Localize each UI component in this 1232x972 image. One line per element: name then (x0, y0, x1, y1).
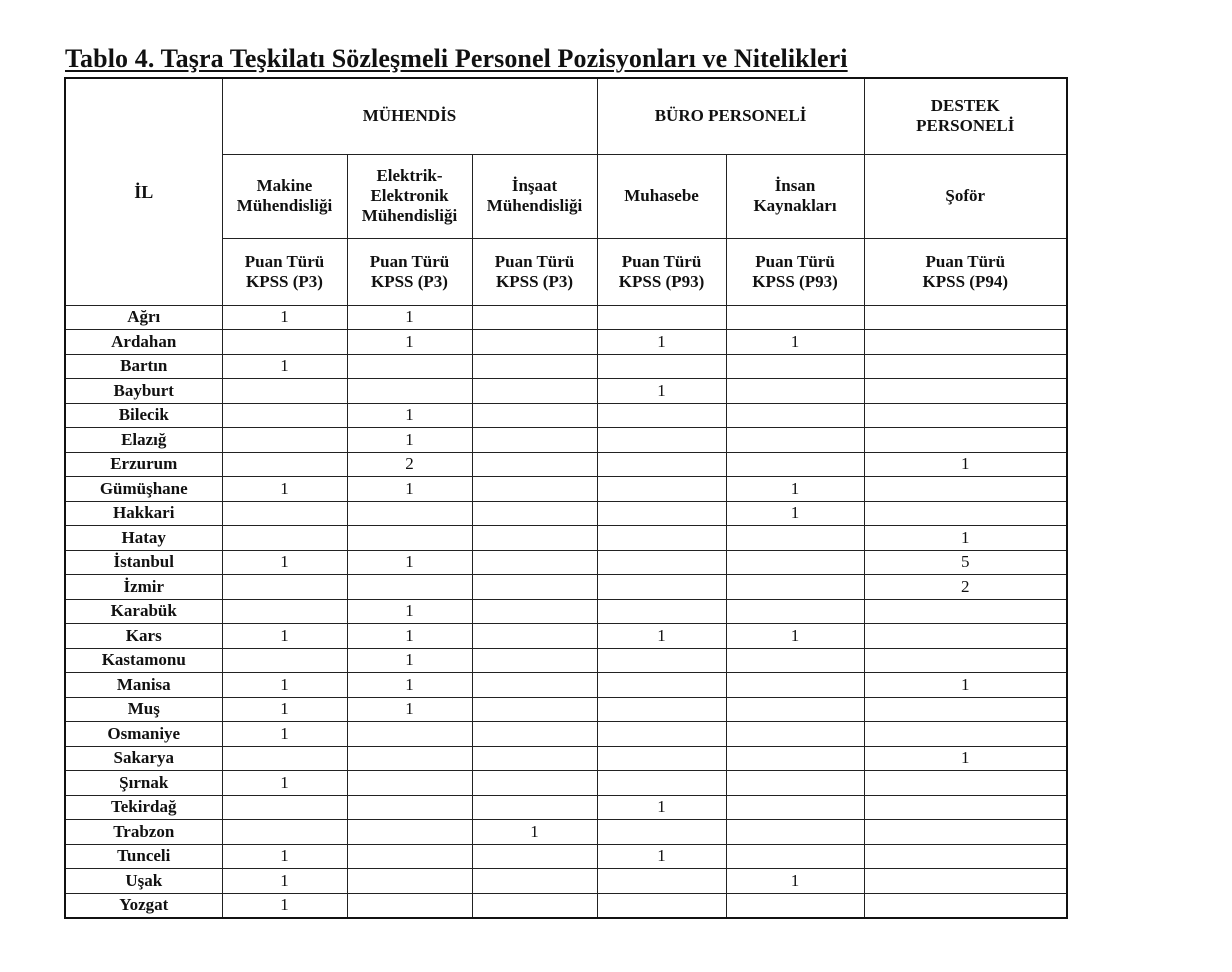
table-row (65, 526, 1067, 551)
sofor-cell: 1 (864, 746, 1067, 771)
insan-cell (726, 599, 864, 624)
city-cell: Osmaniye (65, 722, 222, 747)
muhasebe-cell: 1 (597, 330, 726, 355)
sofor-cell (864, 697, 1067, 722)
muhasebe-cell (597, 305, 726, 330)
insan-cell: 1 (726, 477, 864, 502)
insan-line1: İnsan (774, 176, 816, 195)
insaat-cell (472, 501, 597, 526)
table-row (65, 844, 1067, 869)
puan-label: Puan Türü (494, 251, 575, 271)
city-cell: Sakarya (65, 746, 222, 771)
puan-muhasebe (597, 238, 726, 305)
muhasebe-header: Muhasebe (597, 154, 726, 238)
makine-cell: 1 (222, 844, 347, 869)
insaat-cell (472, 893, 597, 918)
makine-cell (222, 403, 347, 428)
elektrik-cell: 1 (347, 550, 472, 575)
elektrik-cell (347, 575, 472, 600)
puan-label: Puan Türü (369, 251, 450, 271)
table-row (65, 771, 1067, 796)
makine-line2: Mühendisliği (236, 196, 333, 215)
muhasebe-cell (597, 673, 726, 698)
elektrik-cell (347, 746, 472, 771)
elektrik-cell (347, 820, 472, 845)
makine-cell: 1 (222, 624, 347, 649)
muhasebe-cell (597, 599, 726, 624)
puan-code: KPSS (P94) (922, 271, 1008, 291)
city-cell: Gümüşhane (65, 477, 222, 502)
insan-cell (726, 673, 864, 698)
muhasebe-cell (597, 477, 726, 502)
elektrik-cell (347, 795, 472, 820)
sofor-cell (864, 722, 1067, 747)
insan-cell (726, 722, 864, 747)
muhasebe-cell (597, 428, 726, 453)
elektrik-cell (347, 771, 472, 796)
sofor-cell (864, 820, 1067, 845)
insaat-cell (472, 722, 597, 747)
table-row (65, 452, 1067, 477)
elektrik-cell: 1 (347, 477, 472, 502)
makine-cell: 1 (222, 697, 347, 722)
puan-label: Puan Türü (925, 251, 1006, 271)
insaat-cell (472, 624, 597, 649)
city-cell: Uşak (65, 869, 222, 894)
sofor-cell (864, 893, 1067, 918)
elektrik-cell: 1 (347, 428, 472, 453)
elektrik-cell: 1 (347, 305, 472, 330)
table-row (65, 403, 1067, 428)
insaat-cell (472, 599, 597, 624)
muhasebe-cell (597, 893, 726, 918)
insan-cell: 1 (726, 330, 864, 355)
city-cell: Muş (65, 697, 222, 722)
city-cell: Bilecik (65, 403, 222, 428)
city-cell: Hatay (65, 526, 222, 551)
sofor-cell (864, 428, 1067, 453)
puan-code: KPSS (P3) (246, 271, 323, 291)
insaat-cell (472, 673, 597, 698)
city-cell: Bartın (65, 354, 222, 379)
puan-insaat (472, 238, 597, 305)
sofor-cell (864, 599, 1067, 624)
muhendis-group-header: MÜHENDİS (222, 78, 597, 154)
makine-cell (222, 746, 347, 771)
muhasebe-cell (597, 648, 726, 673)
muhasebe-cell: 1 (597, 379, 726, 404)
makine-cell (222, 575, 347, 600)
makine-cell: 1 (222, 722, 347, 747)
insaat-cell (472, 403, 597, 428)
insaat-cell (472, 844, 597, 869)
insan-cell (726, 575, 864, 600)
insaat-cell (472, 354, 597, 379)
insan-cell: 1 (726, 869, 864, 894)
puan-makine (222, 238, 347, 305)
insaat-cell (472, 795, 597, 820)
muhasebe-cell (597, 746, 726, 771)
puan-code: KPSS (P93) (618, 271, 705, 291)
elektrik-cell: 1 (347, 330, 472, 355)
puan-label: Puan Türü (621, 251, 702, 271)
elektrik-cell: 1 (347, 624, 472, 649)
makine-cell: 1 (222, 893, 347, 918)
table-row (65, 501, 1067, 526)
muhasebe-cell (597, 526, 726, 551)
makine-cell (222, 501, 347, 526)
puan-insan (726, 238, 864, 305)
insan-cell (726, 771, 864, 796)
insan-cell (726, 893, 864, 918)
elektrik-cell (347, 893, 472, 918)
muhasebe-cell (597, 501, 726, 526)
insaat-cell (472, 330, 597, 355)
makine-cell: 1 (222, 869, 347, 894)
destek-line2: PERSONELİ (916, 116, 1015, 136)
table-title: Tablo 4. Taşra Teşkilatı Sözleşmeli Personel Pozisyonları ve Nitelikleri (65, 44, 848, 73)
makine-cell: 1 (222, 771, 347, 796)
muhasebe-cell (597, 403, 726, 428)
sofor-cell (864, 403, 1067, 428)
city-cell: Yozgat (65, 893, 222, 918)
insaat-cell (472, 526, 597, 551)
insan-cell (726, 428, 864, 453)
makine-line1: Makine (256, 176, 313, 195)
table-row (65, 624, 1067, 649)
table-row (65, 795, 1067, 820)
makine-cell (222, 379, 347, 404)
sofor-cell (864, 379, 1067, 404)
table-row (65, 477, 1067, 502)
city-cell: Kastamonu (65, 648, 222, 673)
destek-group-header (864, 78, 1067, 154)
elektrik-cell (347, 722, 472, 747)
elektrik-line2: Elektronik (370, 186, 449, 205)
puan-label: Puan Türü (755, 251, 835, 271)
elektrik-cell (347, 869, 472, 894)
makine-cell (222, 526, 347, 551)
muhasebe-cell: 1 (597, 624, 726, 649)
sofor-cell (864, 501, 1067, 526)
city-cell: Ağrı (65, 305, 222, 330)
table-row (65, 697, 1067, 722)
sofor-header: Şoför (864, 154, 1067, 238)
muhasebe-cell (597, 354, 726, 379)
muhasebe-cell: 1 (597, 844, 726, 869)
insan-cell (726, 746, 864, 771)
table-row (65, 428, 1067, 453)
insaat-cell (472, 648, 597, 673)
insan-cell: 1 (726, 501, 864, 526)
buro-group-header: BÜRO PERSONELİ (597, 78, 864, 154)
city-cell: Manisa (65, 673, 222, 698)
city-cell: Elazığ (65, 428, 222, 453)
elektrik-cell (347, 501, 472, 526)
elektrik-cell: 1 (347, 599, 472, 624)
elektrik-cell (347, 354, 472, 379)
il-header: İL (65, 78, 222, 305)
city-cell: Ardahan (65, 330, 222, 355)
puan-sofor (864, 238, 1067, 305)
makine-cell (222, 820, 347, 845)
table-row (65, 869, 1067, 894)
city-cell: Şırnak (65, 771, 222, 796)
insan-cell (726, 452, 864, 477)
puan-elektrik (347, 238, 472, 305)
insan-line2: Kaynakları (753, 196, 837, 215)
elektrik-line3: Mühendisliği (361, 206, 458, 225)
insaat-cell (472, 452, 597, 477)
city-cell: Erzurum (65, 452, 222, 477)
insaat-cell: 1 (472, 820, 597, 845)
city-cell: Tekirdağ (65, 795, 222, 820)
makine-cell (222, 452, 347, 477)
destek-line1: DESTEK (930, 96, 1000, 116)
table-row (65, 575, 1067, 600)
table-body (65, 305, 1067, 918)
insan-cell (726, 526, 864, 551)
insan-cell (726, 305, 864, 330)
sofor-cell (864, 624, 1067, 649)
insaat-cell (472, 305, 597, 330)
insaat-cell (472, 575, 597, 600)
muhasebe-cell: 1 (597, 795, 726, 820)
table-row (65, 820, 1067, 845)
elektrik-header (347, 154, 472, 238)
elektrik-cell: 1 (347, 648, 472, 673)
table-row (65, 379, 1067, 404)
insan-cell (726, 550, 864, 575)
muhasebe-cell (597, 575, 726, 600)
city-cell: Karabük (65, 599, 222, 624)
insan-cell: 1 (726, 624, 864, 649)
makine-cell: 1 (222, 354, 347, 379)
city-cell: Tunceli (65, 844, 222, 869)
sofor-cell (864, 844, 1067, 869)
insan-cell (726, 844, 864, 869)
muhasebe-cell (597, 820, 726, 845)
makine-cell: 1 (222, 305, 347, 330)
muhasebe-cell (597, 452, 726, 477)
city-cell: İstanbul (65, 550, 222, 575)
sofor-cell: 5 (864, 550, 1067, 575)
makine-cell (222, 795, 347, 820)
city-cell: İzmir (65, 575, 222, 600)
sofor-cell (864, 330, 1067, 355)
insan-cell (726, 354, 864, 379)
insan-cell (726, 795, 864, 820)
city-cell: Bayburt (65, 379, 222, 404)
makine-cell (222, 599, 347, 624)
city-cell: Hakkari (65, 501, 222, 526)
muhasebe-cell (597, 550, 726, 575)
elektrik-cell: 1 (347, 697, 472, 722)
insaat-cell (472, 477, 597, 502)
sofor-cell (864, 648, 1067, 673)
elektrik-line1: Elektrik- (376, 166, 443, 185)
table-row (65, 893, 1067, 918)
makine-cell: 1 (222, 673, 347, 698)
puan-label: Puan Türü (244, 251, 325, 271)
sofor-cell: 1 (864, 673, 1067, 698)
insan-cell (726, 403, 864, 428)
puan-code: KPSS (P3) (371, 271, 448, 291)
sofor-cell (864, 869, 1067, 894)
insan-cell (726, 648, 864, 673)
makine-cell (222, 648, 347, 673)
table-row (65, 354, 1067, 379)
muhasebe-cell (597, 697, 726, 722)
insan-cell (726, 697, 864, 722)
table-row (65, 599, 1067, 624)
elektrik-cell (347, 844, 472, 869)
makine-header (222, 154, 347, 238)
sofor-cell (864, 305, 1067, 330)
elektrik-cell: 1 (347, 403, 472, 428)
insaat-line1: İnşaat (511, 176, 558, 195)
muhasebe-cell (597, 722, 726, 747)
table-row (65, 648, 1067, 673)
city-cell: Kars (65, 624, 222, 649)
table-row (65, 746, 1067, 771)
makine-cell: 1 (222, 550, 347, 575)
insaat-cell (472, 550, 597, 575)
insaat-header (472, 154, 597, 238)
table-row (65, 722, 1067, 747)
sofor-cell (864, 771, 1067, 796)
sofor-cell (864, 795, 1067, 820)
sofor-cell (864, 354, 1067, 379)
table-row (65, 305, 1067, 330)
table-row (65, 550, 1067, 575)
table-row (65, 673, 1067, 698)
table-row (65, 330, 1067, 355)
city-cell: Trabzon (65, 820, 222, 845)
sofor-cell (864, 477, 1067, 502)
elektrik-cell (347, 379, 472, 404)
puan-code: KPSS (P3) (496, 271, 573, 291)
insaat-cell (472, 869, 597, 894)
insan-cell (726, 820, 864, 845)
insaat-cell (472, 428, 597, 453)
elektrik-cell: 1 (347, 673, 472, 698)
makine-cell (222, 428, 347, 453)
insaat-line2: Mühendisliği (486, 196, 583, 215)
elektrik-cell: 2 (347, 452, 472, 477)
makine-cell (222, 330, 347, 355)
insaat-cell (472, 771, 597, 796)
elektrik-cell (347, 526, 472, 551)
insan-kaynaklari-header (726, 154, 864, 238)
insaat-cell (472, 697, 597, 722)
makine-cell: 1 (222, 477, 347, 502)
sofor-cell: 1 (864, 526, 1067, 551)
insaat-cell (472, 746, 597, 771)
insan-cell (726, 379, 864, 404)
muhasebe-cell (597, 771, 726, 796)
sofor-cell: 1 (864, 452, 1067, 477)
puan-code: KPSS (P93) (752, 271, 838, 291)
sofor-cell: 2 (864, 575, 1067, 600)
positions-table (64, 77, 1068, 919)
insaat-cell (472, 379, 597, 404)
muhasebe-cell (597, 869, 726, 894)
